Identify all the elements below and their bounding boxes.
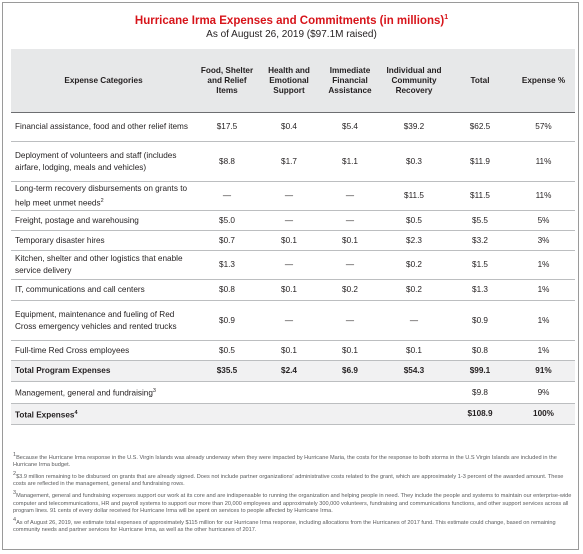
cell-financial xyxy=(320,404,380,425)
row-category: Freight, postage and warehousing xyxy=(11,211,196,231)
table-row xyxy=(11,301,575,341)
footnote xyxy=(13,490,573,515)
cell-pct: 100% xyxy=(512,404,575,425)
table-row xyxy=(11,182,575,211)
column-header-food: Food, Shelter and Relief Items xyxy=(196,49,258,113)
cell-food: — xyxy=(196,182,258,211)
management-row xyxy=(11,382,575,404)
cell-financial: $5.4 xyxy=(320,113,380,142)
total-expenses-label xyxy=(11,404,196,425)
cell-recovery: — xyxy=(380,301,448,341)
cell-food: $0.8 xyxy=(196,280,258,301)
cell-recovery: $0.2 xyxy=(380,280,448,301)
table-row xyxy=(11,142,575,182)
cell-food xyxy=(196,382,258,404)
cell-food: $17.5 xyxy=(196,113,258,142)
page-subtitle: As of August 26, 2019 ($97.1M raised) xyxy=(206,29,377,40)
cell-pct: 5% xyxy=(512,211,575,231)
cell-total: $108.9 xyxy=(448,404,512,425)
footnote-text: Because the Hurricane Irma response in the U.S. Virgin Islands was already underway when they were impacted by Hurricane Maria, the costs for the response to both storms in the U.S Virgin Islands are included in the Hurricane Irma budget. xyxy=(13,454,557,469)
cell-pct: 3% xyxy=(512,231,575,251)
cell-health: $2.4 xyxy=(258,361,320,382)
footnote-text: $3.9 million remaining to be disbursed on grants that are already signed. Does not include partner organizations' administrative costs related to the grant, which are approximately 1-3 percent of the awarded amount. These costs are reflected in the management, general and fundraising rows. xyxy=(13,474,564,488)
column-header-health: Health and Emotional Support xyxy=(258,49,320,113)
cell-recovery xyxy=(380,382,448,404)
column-header-financial: Immediate Financial Assistance xyxy=(320,49,380,113)
management-label-text: Management, general and fundraising xyxy=(15,388,153,398)
cell-recovery: $0.1 xyxy=(380,341,448,361)
footnote-number: 2 xyxy=(13,471,17,478)
cell-pct: 9% xyxy=(512,382,575,404)
table-header-row xyxy=(11,49,575,113)
expenses-table xyxy=(11,49,575,425)
footnotes xyxy=(13,452,573,536)
column-header-total: Total xyxy=(448,49,512,113)
cell-total: $1.3 xyxy=(448,280,512,301)
row-category: Equipment, maintenance and fueling of Red Cross emergency vehicles and rented trucks xyxy=(11,301,196,341)
cell-financial: $0.2 xyxy=(320,280,380,301)
cell-pct: 1% xyxy=(512,251,575,280)
cell-food: $1.3 xyxy=(196,251,258,280)
total-expenses-row xyxy=(11,404,575,425)
table-row xyxy=(11,211,575,231)
cell-recovery: $11.5 xyxy=(380,182,448,211)
row-category: Full-time Red Cross employees xyxy=(11,341,196,361)
table-row xyxy=(11,280,575,301)
cell-financial: $0.1 xyxy=(320,341,380,361)
column-header-recovery: Individual and Community Recovery xyxy=(380,49,448,113)
footnote-number: 1 xyxy=(13,452,17,458)
cell-recovery xyxy=(380,404,448,425)
footnote-mark: 4 xyxy=(74,409,78,416)
cell-recovery: $0.5 xyxy=(380,211,448,231)
cell-health: — xyxy=(258,211,320,231)
cell-total: $11.9 xyxy=(448,142,512,182)
footnote-number: 4 xyxy=(13,516,17,523)
cell-health xyxy=(258,382,320,404)
cell-financial: $6.9 xyxy=(320,361,380,382)
cell-recovery: $0.3 xyxy=(380,142,448,182)
cell-health: — xyxy=(258,301,320,341)
total-program-row xyxy=(11,361,575,382)
footnote-text: Management, general and fundraising expenses support our work at its core and are indispensable to running the organization and helping people in need. They include the people and systems to maintain our enterprise-wide computer and telecommunications, HR and payroll systems to support our more than 20,000 employees and approximately 300,000 volunteers, fundraising and communications functions, and other support services across all program lines. 91 cents of every dollar received for Hurricane Irma will be spent on services to people affected by Hurricane Irma. xyxy=(13,493,572,515)
cell-food: $8.8 xyxy=(196,142,258,182)
row-category: Kitchen, shelter and other logistics that enable service delivery xyxy=(11,251,196,280)
cell-pct: 91% xyxy=(512,361,575,382)
cell-total: $9.8 xyxy=(448,382,512,404)
cell-pct: 1% xyxy=(512,301,575,341)
cell-total: $0.8 xyxy=(448,341,512,361)
cell-total: $3.2 xyxy=(448,231,512,251)
cell-health: $0.1 xyxy=(258,341,320,361)
footnote-mark: 2 xyxy=(100,197,104,204)
cell-total: $99.1 xyxy=(448,361,512,382)
cell-recovery: $54.3 xyxy=(380,361,448,382)
footnote xyxy=(13,471,573,489)
cell-recovery: $0.2 xyxy=(380,251,448,280)
column-header-pct: Expense % xyxy=(512,49,575,113)
table-row xyxy=(11,231,575,251)
cell-total: $62.5 xyxy=(448,113,512,142)
row-category-text: Long-term recovery disbursements on grants to help meet unmet needs xyxy=(15,183,188,208)
cell-total: $11.5 xyxy=(448,182,512,211)
cell-financial: — xyxy=(320,251,380,280)
table-row xyxy=(11,251,575,280)
cell-pct: 1% xyxy=(512,341,575,361)
column-header-category: Expense Categories xyxy=(11,49,196,113)
cell-health: $0.4 xyxy=(258,113,320,142)
cell-health: $1.7 xyxy=(258,142,320,182)
total-expenses-label-text: Total Expenses xyxy=(15,410,75,420)
cell-food: $35.5 xyxy=(196,361,258,382)
cell-health: $0.1 xyxy=(258,231,320,251)
cell-health: — xyxy=(258,251,320,280)
cell-recovery: $39.2 xyxy=(380,113,448,142)
footnote xyxy=(13,517,573,535)
cell-pct: 1% xyxy=(512,280,575,301)
cell-food: $0.7 xyxy=(196,231,258,251)
page-title xyxy=(3,14,580,27)
table-row xyxy=(11,113,575,142)
cell-pct: 57% xyxy=(512,113,575,142)
cell-pct: 11% xyxy=(512,142,575,182)
cell-food: $5.0 xyxy=(196,211,258,231)
cell-financial: $1.1 xyxy=(320,142,380,182)
row-category xyxy=(11,182,196,211)
cell-financial xyxy=(320,382,380,404)
table-row xyxy=(11,341,575,361)
cell-food: $0.5 xyxy=(196,341,258,361)
row-category: Deployment of volunteers and staff (includes airfare, lodging, meals and vehicles) xyxy=(11,142,196,182)
cell-financial: — xyxy=(320,211,380,231)
title-footnote-mark: 1 xyxy=(444,14,449,21)
cell-financial: $0.1 xyxy=(320,231,380,251)
row-category: Financial assistance, food and other relief items xyxy=(11,113,196,142)
footnote-number: 3 xyxy=(13,490,17,497)
cell-health: $0.1 xyxy=(258,280,320,301)
report-frame xyxy=(2,2,579,550)
management-label xyxy=(11,382,196,404)
footnote xyxy=(13,452,573,470)
cell-recovery: $2.3 xyxy=(380,231,448,251)
cell-food: $0.9 xyxy=(196,301,258,341)
cell-total: $5.5 xyxy=(448,211,512,231)
cell-health xyxy=(258,404,320,425)
cell-food xyxy=(196,404,258,425)
cell-financial: — xyxy=(320,301,380,341)
footnote-text: As of August 26, 2019, we estimate total expenses of approximately $115 million for our Hurricane Irma response, including allocations from the Hurricanes of 2017 fund. This estimate could change, based on remaining community needs and partner services for Hurricane Irma, as well as the other hurricanes of 2017. xyxy=(13,519,556,534)
footnote-mark: 3 xyxy=(152,388,156,395)
cell-financial: — xyxy=(320,182,380,211)
cell-total: $0.9 xyxy=(448,301,512,341)
total-program-label: Total Program Expenses xyxy=(11,361,196,382)
row-category: Temporary disaster hires xyxy=(11,231,196,251)
cell-health: — xyxy=(258,182,320,211)
title-text: Hurricane Irma Expenses and Commitments (in millions) xyxy=(134,14,445,27)
cell-total: $1.5 xyxy=(448,251,512,280)
cell-pct: 11% xyxy=(512,182,575,211)
row-category: IT, communications and call centers xyxy=(11,280,196,301)
